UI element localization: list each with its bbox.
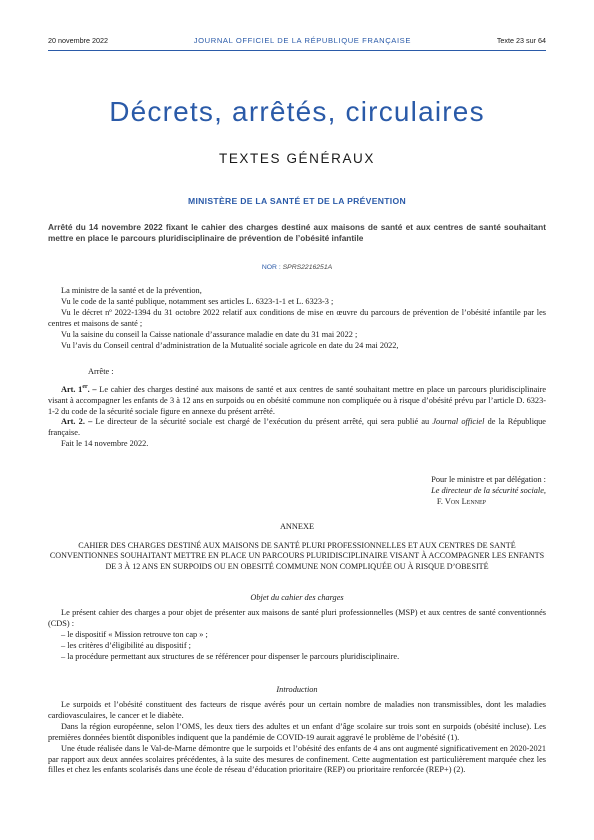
header-rule <box>48 50 546 51</box>
visa-line: Vu le décret nº 2022-1394 du 31 octobre 2022 relatif aux conditions de mise en œuvre du parcours de prévention de l’obésité infantile par les centres et maisons de santé ; <box>48 307 546 328</box>
nor-line <box>0 264 594 271</box>
intro-paragraph: Dans la région européenne, selon l’OMS, les deux tiers des adultes et un enfant d’âge scolaire sur trois sont en surpoids (obésité incluse). Les premières données bientôt disponibles indiquent que la pandémie de COVID-19 aurait aggravé le problème de l’obésité (1). <box>48 721 546 742</box>
page-header <box>48 36 546 45</box>
article-2-tail: de la République française. <box>48 417 546 438</box>
objet-item: – la procédure permettant aux structures de se référencer pour dispenser le parcours pluridisciplinaire. <box>61 651 400 661</box>
subsection-title: TEXTES GÉNÉRAUX <box>218 151 376 166</box>
visas-block <box>48 286 546 351</box>
article-1-number: Art. 1er. – <box>61 384 97 394</box>
arrete-label <box>48 367 546 378</box>
article-1 <box>48 382 546 417</box>
intro-paragraph: Le surpoids et l’obésité constituent des facteurs de risque avérés pour un certain nombre de maladies non transmissibles, dont les maladies cardiovasculaires, le cancer et le diabète. <box>48 700 546 720</box>
journal-title: JOURNAL OFFICIEL DE LA RÉPUBLIQUE FRANÇAISE <box>193 36 412 45</box>
fait-line: Fait le 14 novembre 2022. <box>61 439 149 449</box>
article-2-number: Art. 2. – <box>61 417 93 427</box>
annexe-title: CAHIER DES CHARGES DESTINÉ AUX MAISONS DE SANTÉ PLURI PROFESSIONNELLES ET AUX CENTRES DE SANTÉ CONVENTIONNES SOUHAITANT METTRE EN PLACE UN PARCOURS PLURIDISCIPLINAIRE VISANT À ACCOMPAGNER LES ENFANTS DE 3 À 12 ANS EN SURPOIDS OU EN OBESITÉ COMMUNE NON COMPLIQUÉE OU À RISQUE D’OBESITÉ <box>49 541 545 571</box>
article-2-text: Le directeur de la sécurité sociale est chargé de l’exécution du présent arrêté, qui sera publié au <box>95 417 433 427</box>
ministry-heading: MINISTÈRE DE LA SANTÉ ET DE LA PRÉVENTION <box>188 196 406 206</box>
intro-paragraph: Une étude réalisée dans le Val-de-Marne démontre que le surpoids et l’obésité des enfants de 4 ans ont augmenté significativement en 2020-2021 par rapport aux deux années scolaires précédentes, à la suite des mesures de confinement. Cette augmentation est particulièrement marquée chez les filles et chez les enfants scolarisés dans une école de réseau d’éducation prioritaire (REP) ou prioritaire renforcée (REP+) (2). <box>48 743 546 775</box>
article-2-journal: Journal officiel <box>432 417 485 427</box>
objet-heading: Objet du cahier des charges <box>250 593 344 602</box>
signature-line2: Le directeur de la sécurité sociale, <box>431 485 546 495</box>
signature-line1: Pour le ministre et par délégation : <box>431 475 546 484</box>
signature-name: F. Von Lennep <box>436 496 486 506</box>
visa-line: Vu l’avis du Conseil central d’administration de la Mutualité sociale agricole en date du 24 mai 2022, <box>61 340 399 350</box>
nor-value: SPRS2216251A <box>282 264 333 271</box>
arrete-title: Arrêté du 14 novembre 2022 fixant le cahier des charges destiné aux maisons de santé et aux centres de santé souhaitant mettre en place le parcours pluridisciplinaire de prévention de l’obésité infantile <box>48 222 546 243</box>
visa-line: Vu la saisine du conseil la Caisse nationale d’assurance maladie en date du 31 mai 2022 ; <box>61 329 358 339</box>
visa-line: Vu le code de la santé publique, notamment ses articles L. 6323-1-1 et L. 6323-3 ; <box>61 296 334 306</box>
objet-text: Le présent cahier des charges a pour objet de présenter aux maisons de santé pluri professionnelles (MSP) et aux centres de santé conventionnés (CDS) : <box>48 608 546 628</box>
signature-block <box>300 475 546 508</box>
intro-block <box>48 700 546 776</box>
annexe-label: ANNEXE <box>279 522 315 531</box>
arrete-word: Arrête : <box>88 367 114 376</box>
objet-item: – les critères d’éligibilité au dispositif ; <box>61 640 191 650</box>
article-1-text: Le cahier des charges destiné aux maisons de santé et aux centres de santé souhaitant mettre en place un parcours pluridisciplinaire visant à accompagner les enfants de 3 à 12 ans en surpoids ou en obésité commune non compliquée ou à risque d’obésité prévu par l’article D. 6323-1-2 du code de la sécurité sociale figure en annexe du présent arrêté. <box>48 384 547 416</box>
objet-block <box>48 608 546 663</box>
nor-label: NOR : <box>261 264 281 271</box>
objet-item: – le dispositif « Mission retrouve ton cap » ; <box>61 629 208 639</box>
articles-block <box>48 382 546 450</box>
article-2 <box>48 417 546 439</box>
intro-heading: Introduction <box>276 685 318 694</box>
section-title: Décrets, arrêtés, circulaires <box>109 96 485 127</box>
texte-number: Texte 23 sur 64 <box>496 36 546 45</box>
visa-line: La ministre de la santé et de la prévention, <box>61 286 202 295</box>
header-date: 20 novembre 2022 <box>48 36 108 45</box>
